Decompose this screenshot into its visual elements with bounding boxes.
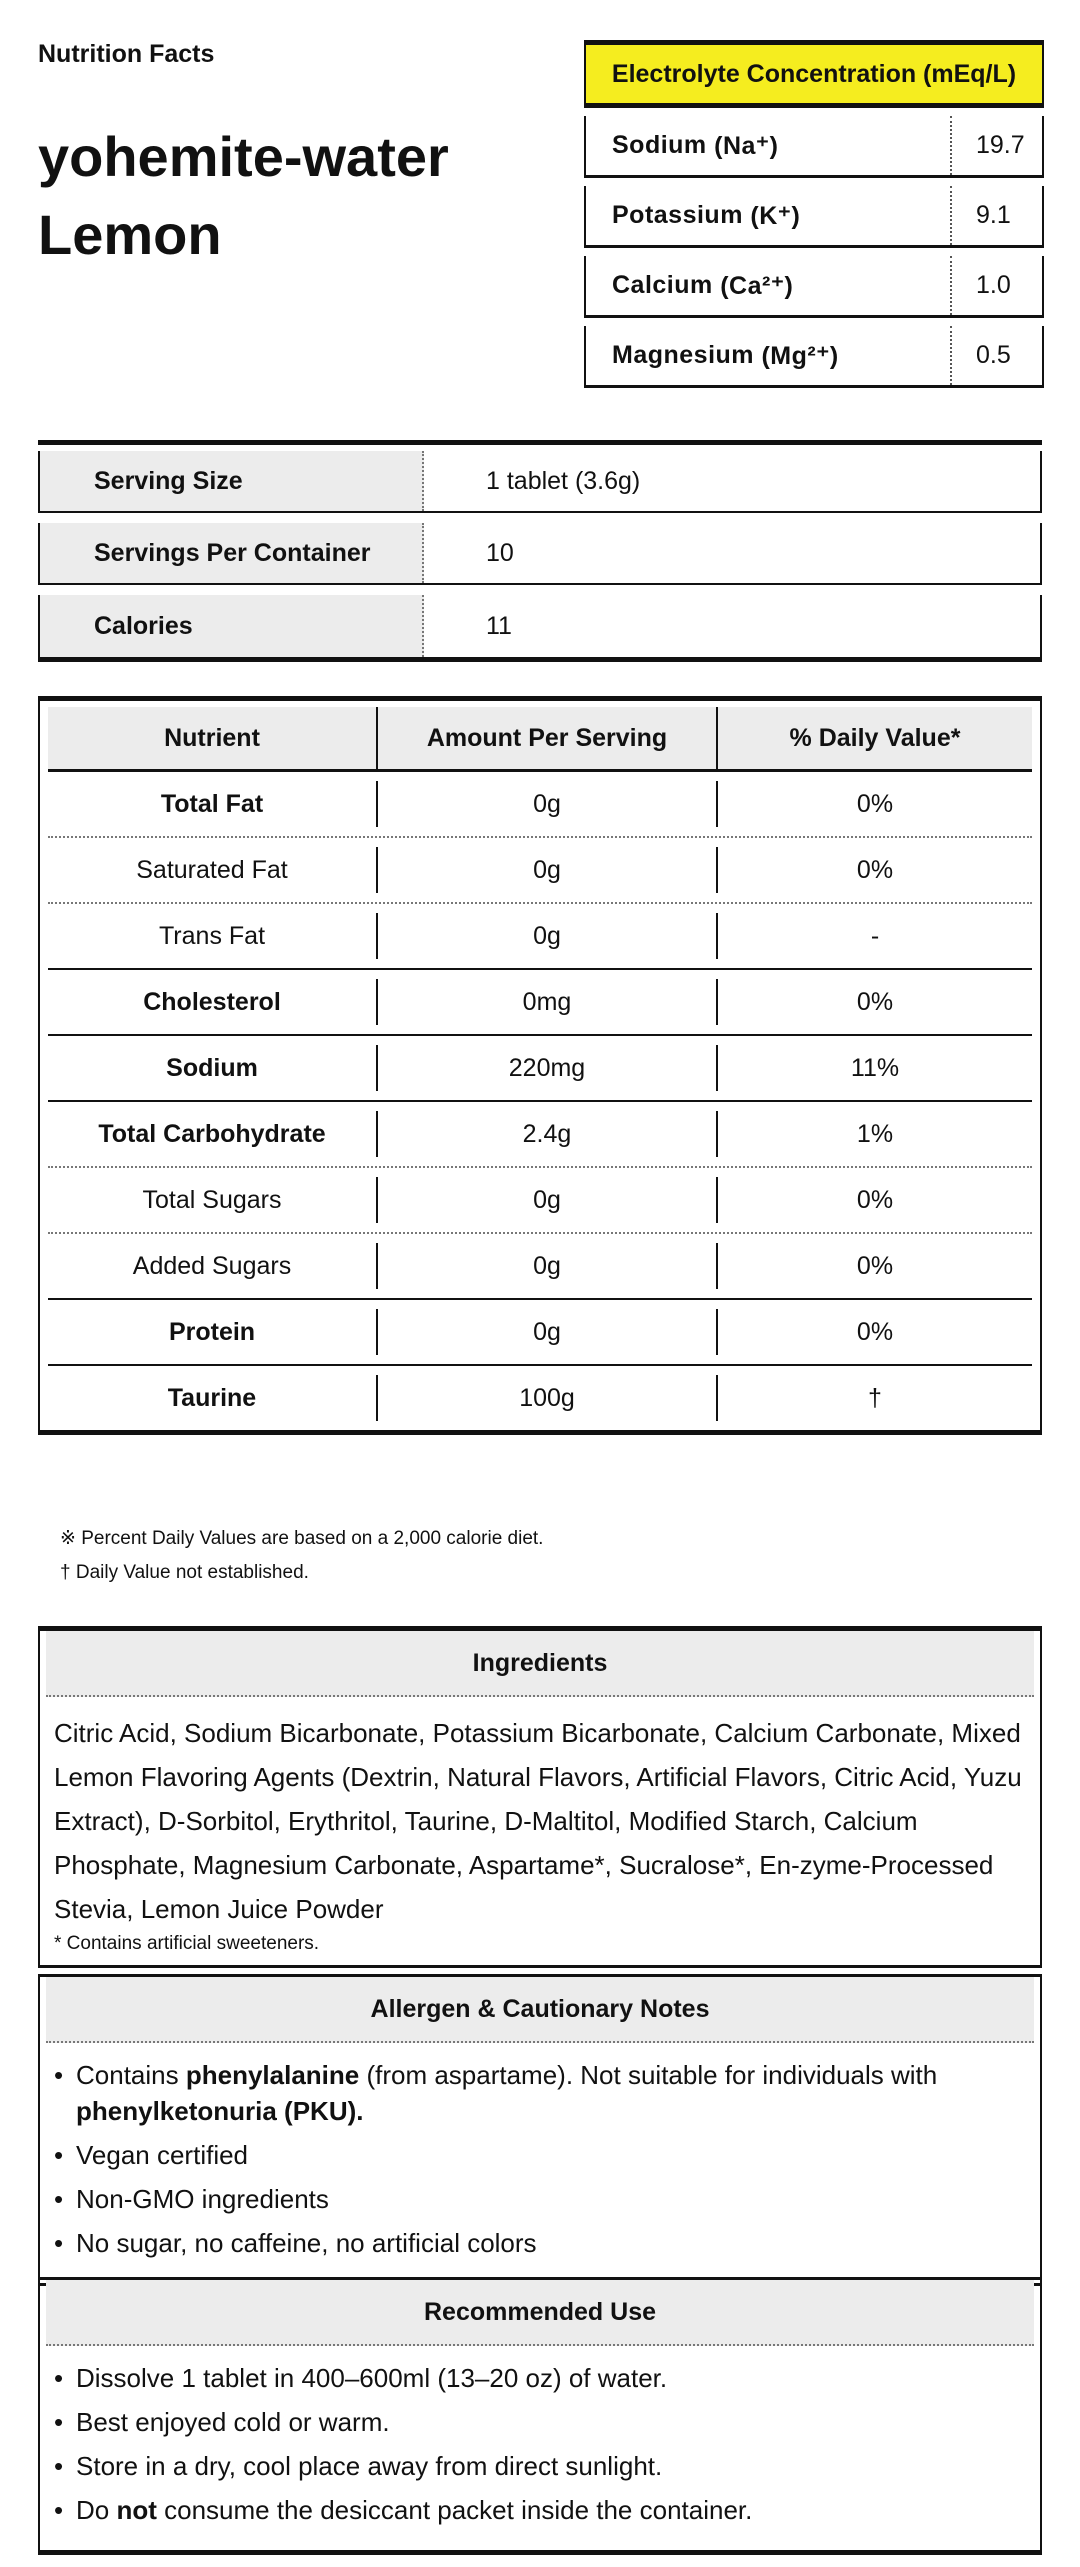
nutrient-amount: 0g: [376, 1243, 716, 1289]
serving-row: [38, 595, 1042, 657]
serving-label: Serving Size: [40, 451, 424, 511]
electrolyte-name: Sodium: [612, 131, 707, 159]
serving-value: 1 tablet (3.6g): [486, 466, 641, 495]
bullet-icon: •: [54, 2228, 64, 2258]
nutrient-footnotes: [60, 1522, 543, 1590]
nutrient-daily-value: 0%: [716, 1177, 1032, 1223]
nutrient-row: [48, 1036, 1032, 1100]
nutrient-row: [48, 1300, 1032, 1364]
electrolyte-row: [584, 256, 1044, 318]
nutrient-amount: 100g: [376, 1375, 716, 1421]
footnote-daily-values: ※ Percent Daily Values are based on a 2,000 calorie diet.: [60, 1528, 544, 1549]
electrolyte-symbol: (Na⁺): [714, 131, 779, 160]
nutrient-name: Taurine: [167, 1383, 257, 1412]
ingredients-title: Ingredients: [46, 1631, 1034, 1697]
nutrient-row: [48, 1168, 1032, 1232]
list-item: • Contains phenylalanine (from aspartame). Not suitable for individuals with phenylketonuria (PKU).: [54, 2057, 1022, 2129]
bullet-icon: •: [54, 2060, 64, 2090]
nutrient-daily-value: 0%: [716, 781, 1032, 827]
serving-row: [38, 523, 1042, 585]
nutrient-amount: 2.4g: [376, 1111, 716, 1157]
electrolyte-name: Magnesium: [612, 341, 755, 369]
header-nutrient: Nutrient: [164, 723, 260, 752]
nutrition-facts-label: Nutrition Facts: [38, 40, 215, 68]
electrolyte-value: 19.7: [976, 131, 1025, 159]
nutrient-amount: 0g: [376, 781, 716, 827]
nutrient-row: [48, 904, 1032, 968]
nutrient-row: [48, 1102, 1032, 1166]
list-item: • Non-GMO ingredients: [54, 2181, 1022, 2217]
electrolyte-symbol: (Ca²⁺): [720, 271, 794, 300]
header-daily-value: % Daily Value*: [716, 707, 1032, 769]
nutrient-name: Cholesterol: [143, 987, 281, 1016]
nutrient-row: [48, 970, 1032, 1034]
electrolyte-panel: [584, 40, 1044, 388]
electrolyte-symbol: (K⁺): [750, 201, 801, 230]
electrolyte-value: 1.0: [976, 271, 1011, 299]
recommended-title: Recommended Use: [46, 2280, 1034, 2346]
nutrient-name: Trans Fat: [158, 921, 266, 950]
allergen-title: Allergen & Cautionary Notes: [46, 1977, 1034, 2043]
nutrient-name: Protein: [168, 1317, 256, 1346]
nutrient-daily-value: †: [716, 1375, 1032, 1421]
electrolyte-row: [584, 116, 1044, 178]
serving-label: Servings Per Container: [40, 523, 424, 583]
nutrient-amount: 0g: [376, 913, 716, 959]
header-amount: Amount Per Serving: [376, 707, 716, 769]
nutrient-amount: 0g: [376, 847, 716, 893]
nutrient-name: Total Carbohydrate: [98, 1119, 326, 1148]
electrolyte-symbol: (Mg²⁺): [761, 341, 839, 370]
bullet-icon: •: [54, 2184, 64, 2214]
recommended-section: [38, 2277, 1042, 2555]
bullet-icon: •: [54, 2140, 64, 2170]
nutrient-name: Total Fat: [160, 789, 264, 818]
list-item: • Best enjoyed cold or warm.: [54, 2404, 1022, 2440]
nutrient-daily-value: 1%: [716, 1111, 1032, 1157]
ingredients-note: * Contains artificial sweeteners.: [54, 1933, 320, 1954]
nutrient-table: [38, 696, 1042, 1435]
nutrient-row: [48, 1234, 1032, 1298]
list-item: • Store in a dry, cool place away from direct sunlight.: [54, 2448, 1022, 2484]
nutrient-amount: 0g: [376, 1177, 716, 1223]
allergen-section: [38, 1974, 1042, 2286]
nutrient-daily-value: 0%: [716, 847, 1032, 893]
electrolyte-row: [584, 186, 1044, 248]
product-name-line1: yohemite-water: [38, 125, 449, 188]
serving-value: 11: [486, 611, 512, 640]
nutrient-amount: 220mg: [376, 1045, 716, 1091]
allergen-list: [40, 2043, 1040, 2283]
electrolyte-name: Calcium: [612, 271, 713, 299]
nutrient-daily-value: -: [716, 913, 1032, 959]
electrolyte-name: Potassium: [612, 201, 743, 229]
nutrient-name: Sodium: [166, 1053, 258, 1082]
nutrient-table-header: [48, 707, 1032, 772]
nutrient-daily-value: 11%: [716, 1045, 1032, 1091]
bullet-icon: •: [54, 2495, 64, 2525]
nutrient-daily-value: 0%: [716, 979, 1032, 1025]
electrolyte-value: 0.5: [976, 341, 1011, 369]
list-item: • Vegan certified: [54, 2137, 1022, 2173]
recommended-list: [40, 2346, 1040, 2550]
nutrient-daily-value: 0%: [716, 1309, 1032, 1355]
ingredients-text: Citric Acid, Sodium Bicarbonate, Potassium Bicarbonate, Calcium Carbonate, Mixed Lemon Flavoring Agents (Dextrin, Natural Flavors, Artificial Flavors, Citric Acid, Yuzu Extract), D-Sorbitol, Erythritol, Taurine, D-Maltitol, Modified Starch, Calcium Phosphate, Magnesium Carbonate, Aspartame*, Sucralose*, En-zyme-Processed Stevia, Lemon Juice Powder: [54, 1718, 1022, 1924]
nutrient-daily-value: 0%: [716, 1243, 1032, 1289]
list-item: • Dissolve 1 tablet in 400–600ml (13–20 oz) of water.: [54, 2360, 1022, 2396]
electrolyte-value: 9.1: [976, 201, 1011, 229]
serving-value: 10: [486, 538, 514, 567]
nutrient-row: [48, 1366, 1032, 1430]
serving-row: [38, 451, 1042, 513]
serving-table: [38, 440, 1042, 662]
nutrient-row: [48, 772, 1032, 836]
product-name: [38, 118, 449, 274]
nutrient-name: Total Sugars: [142, 1185, 282, 1214]
nutrient-name: Saturated Fat: [136, 855, 288, 884]
list-item: • Do not consume the desiccant packet inside the container.: [54, 2492, 1022, 2528]
nutrient-amount: 0mg: [376, 979, 716, 1025]
list-item: • No sugar, no caffeine, no artificial colors: [54, 2225, 1022, 2261]
footnote-not-established: † Daily Value not established.: [60, 1562, 309, 1583]
product-name-line2: Lemon: [38, 203, 222, 266]
bullet-icon: •: [54, 2451, 64, 2481]
ingredients-section: [38, 1626, 1042, 1968]
electrolyte-row: [584, 326, 1044, 388]
nutrient-amount: 0g: [376, 1309, 716, 1355]
nutrient-name: Added Sugars: [132, 1251, 292, 1280]
serving-label: Calories: [40, 595, 424, 657]
bullet-icon: •: [54, 2407, 64, 2437]
bullet-icon: •: [54, 2363, 64, 2393]
electrolyte-title: Electrolyte Concentration (mEq/L): [584, 40, 1044, 108]
nutrient-row: [48, 838, 1032, 902]
